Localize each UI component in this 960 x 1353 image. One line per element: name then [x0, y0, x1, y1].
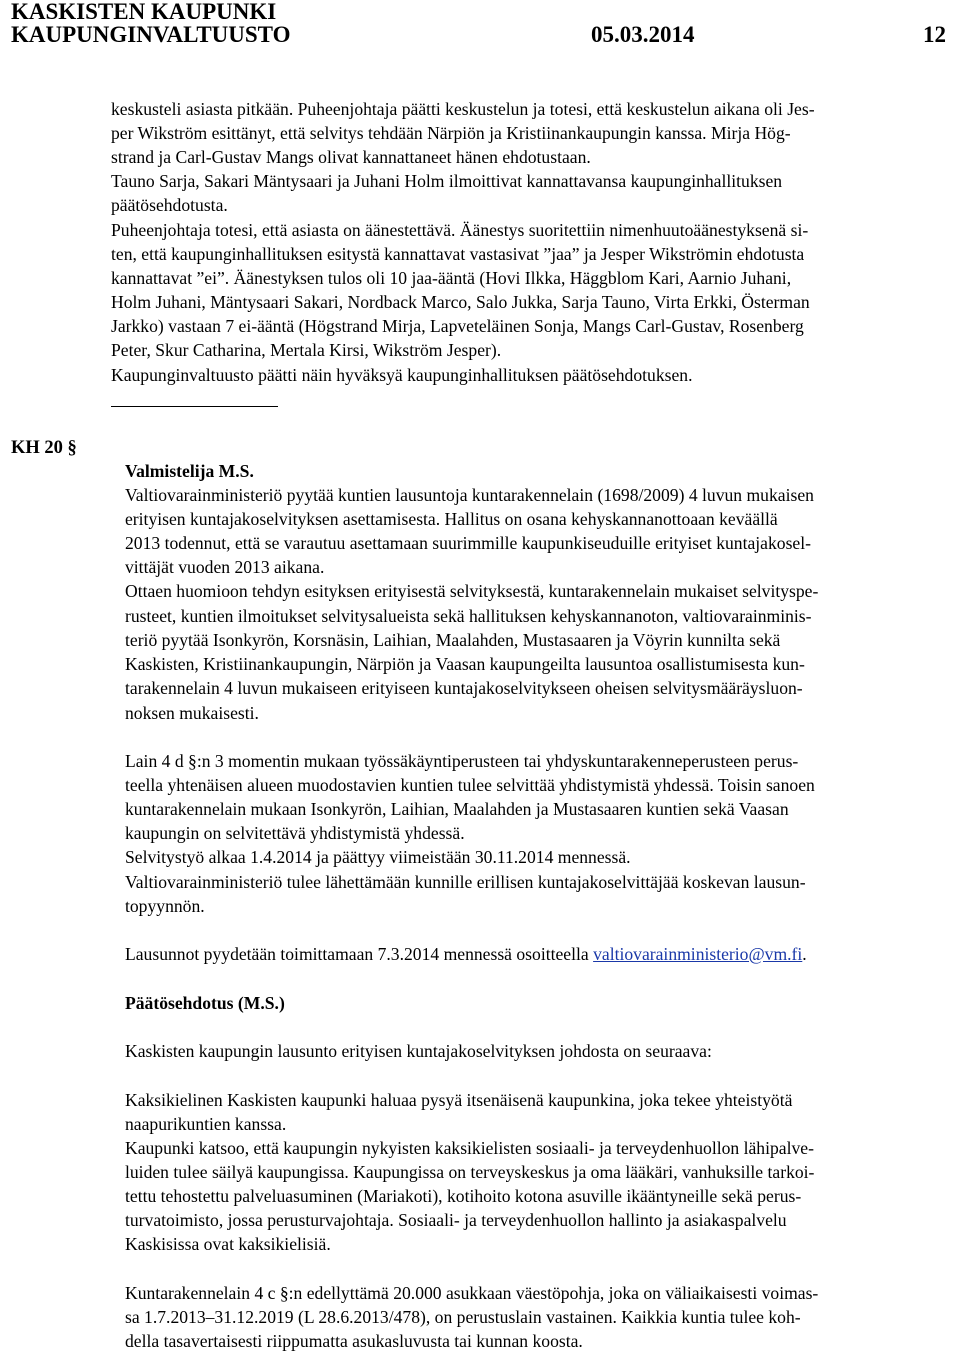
deadline-end: . — [802, 944, 807, 964]
text-line: Valtiovarainministeriö pyytää kuntien lausuntoja kuntarakennelain (1698/2009) 4 luvun mukaisen — [125, 485, 814, 505]
text-line: Ottaen huomioon tehdyn esityksen erityisestä selvityksestä, kuntarakennelain mukaiset selvityspe- — [125, 581, 819, 601]
text-line: strand ja Carl-Gustav Mangs olivat kannattaneet hänen ehdotustaan. — [111, 147, 591, 167]
text-line: topyynnön. — [125, 896, 205, 916]
page-number: 12 — [923, 22, 946, 47]
deadline-line — [125, 943, 807, 965]
text-line: Jarkko) vastaan 7 ei-ääntä (Högstrand Mirja, Lapveteläinen Sonja, Mangs Carl-Gustav, Rosenberg — [111, 316, 804, 336]
text-line: teella yhtenäisen alueen muodostavien kuntien tulee selvittää yhdistymistä yhdessä. Toisin sanoen — [125, 775, 815, 795]
text-line: kuntarakennelain mukaan Isonkyrön, Laihian, Maalahden ja Mustasaaren kuntien sekä Vaasan — [125, 799, 789, 819]
text-line: Lain 4 d §:n 3 momentin mukaan työssäkäyntiperusteen tai yhdyskuntarakenneperusteen perus- — [125, 751, 799, 771]
text-line: Valtiovarainministeriö tulee lähettämään kunnille erillisen kuntajakoselvittäjää koskevan lausun- — [125, 872, 806, 892]
text-line: Kaskisten, Kristiinankaupungin, Närpiön ja Vaasan kaupungeilta lausuntoa osallistumisesta kun- — [125, 654, 805, 674]
proposal-intro: Kaskisten kaupungin lausunto erityisen kuntajakoselvityksen johdosta on seuraava: — [125, 1041, 712, 1061]
text-line: per Wikström esittänyt, että selvitys tehdään Närpiön ja Kristiinankaupungin kanssa. Mirja Hög- — [111, 123, 791, 143]
email-link[interactable]: valtiovarainministerio@vm.fi — [593, 944, 803, 964]
text-line: naapurikuntien kanssa. — [125, 1114, 287, 1134]
text-line: kannattavat ”ei”. Äänestyksen tulos oli 10 jaa-ääntä (Hovi Ilkka, Häggblom Kari, Aarnio Juhani, — [111, 268, 792, 288]
text-line: vittäjät vuoden 2013 aikana. — [125, 557, 325, 577]
text-line: ten, että kaupunginhallituksen esitystä kannattavat vastasivat ”jaa” ja Jesper Wikströmin ehdotusta — [111, 244, 805, 264]
text-line: 2013 todennut, että se varautuu asettamaan suurimmille kaupunkiseuduille erityiset kuntajakosel- — [125, 533, 811, 553]
section-code: KH 20 § — [11, 438, 77, 458]
text-line: erityisen kuntajakoselvityksen asettamisesta. Hallitus on osana kehyskannanottoaan keväällä — [125, 509, 778, 529]
text-line: tettu tehostettu palveluasuminen (Mariakoti), kotihoito kotona asuville ikääntyneille sekä perus- — [125, 1186, 802, 1206]
text-line: keskusteli asiasta pitkään. Puheenjohtaja päätti keskustelun ja totesi, että keskustelun aikana oli Jes- — [111, 99, 815, 119]
text-line: Kaksikielinen Kaskisten kaupunki haluaa pysyä itsenäisenä kaupunkina, joka tekee yhteistyötä — [125, 1090, 793, 1110]
text-line: Kaupunki katsoo, että kaupungin nykyisten kaksikielisten sosiaali- ja terveydenhuollon lähipalve- — [125, 1138, 814, 1158]
text-line: sa 1.7.2013–31.12.2019 (L 28.6.2013/478), on perustuslain vastainen. Kaikkia kuntia tulee koh- — [125, 1307, 801, 1327]
text-line: kaupungin on selvitettävä yhdistymistä yhdessä. — [125, 823, 465, 843]
org-title: KASKISTEN KAUPUNKI — [11, 0, 277, 24]
text-line: Kuntarakennelain 4 c §:n edellyttämä 20.000 asukkaan väestöpohja, joka on väliaikaisesti voimas- — [125, 1283, 819, 1303]
text-line: turvatoimisto, jossa perusturvajohtaja. Sosiaali- ja terveydenhuollon hallinto ja asiakaspalvelu — [125, 1210, 787, 1230]
deadline-text: Lausunnot pyydetään toimittamaan 7.3.2014 mennessä osoitteella — [125, 944, 594, 964]
text-line: noksen mukaisesti. — [125, 703, 259, 723]
text-line: päätösehdotusta. — [111, 195, 228, 215]
text-line: tarakennelain 4 luvun mukaiseen erityiseen kuntajakoselvitykseen oheisen selvitysmääräysluon- — [125, 678, 803, 698]
text-line: Kaskisissa ovat kaksikielisiä. — [125, 1234, 331, 1254]
preparer-heading: Valmistelija M.S. — [125, 461, 254, 481]
section-divider — [111, 406, 278, 407]
text-line: Peter, Skur Catharina, Mertala Kirsi, Wikström Jesper). — [111, 340, 502, 360]
text-line: Holm Juhani, Mäntysaari Sakari, Nordback Marco, Salo Jukka, Sarja Tauno, Virta Erkki, Österman — [111, 292, 810, 312]
text-line: Puheenjohtaja totesi, että asiasta on äänestettävä. Äänestys suoritettiin nimenhuutoäänestyksenä si- — [111, 220, 809, 240]
proposal-heading: Päätösehdotus (M.S.) — [125, 993, 285, 1013]
body-name: KAUPUNGINVALTUUSTO — [11, 22, 291, 47]
text-line: della tasavertaisesti riippumatta asukasluvusta tai kunnan koosta. — [125, 1331, 583, 1351]
text-line: rusteet, kuntien ilmoitukset selvitysalueista sekä hallituksen kehyskannanoton, valtiovarainminis- — [125, 606, 812, 626]
text-line: Selvitystyö alkaa 1.4.2014 ja päättyy viimeistään 30.11.2014 mennessä. — [125, 847, 631, 867]
text-line: Tauno Sarja, Sakari Mäntysaari ja Juhani Holm ilmoittivat kannattavansa kaupunginhallituksen — [111, 171, 783, 191]
meeting-date: 05.03.2014 — [591, 22, 695, 47]
text-line: teriö pyytää Isonkyrön, Korsnäsin, Laihian, Maalahden, Mustasaaren ja Vöyrin kunnilta sekä — [125, 630, 781, 650]
text-line: Kaupunginvaltuusto päätti näin hyväksyä kaupunginhallituksen päätösehdotuksen. — [111, 365, 693, 385]
text-line: luiden tulee säilyä kaupungissa. Kaupungissa on terveyskeskus ja oma lääkäri, vanhuksille tarkoi- — [125, 1162, 815, 1182]
